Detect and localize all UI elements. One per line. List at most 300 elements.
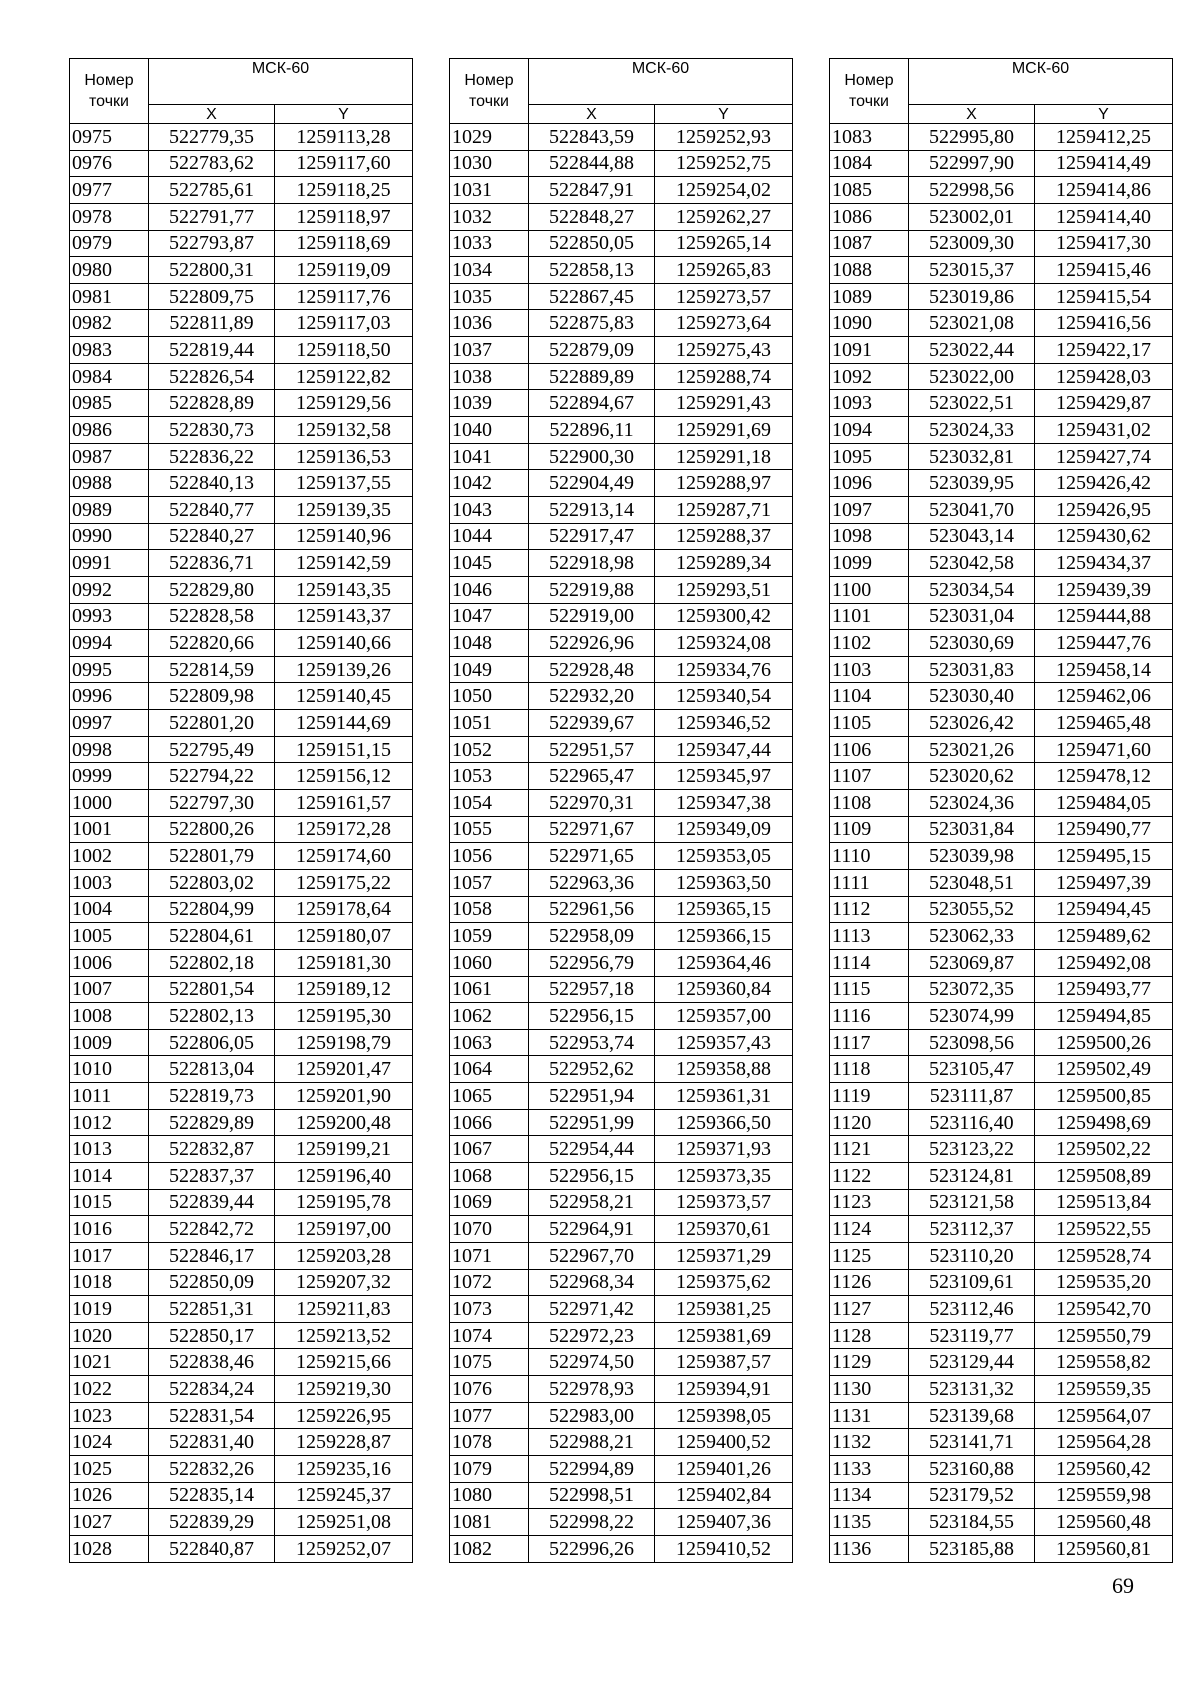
y-coordinate-cell: 1259513,84 [1035,1189,1173,1216]
table-row [450,790,793,817]
point-number-cell: 1053 [450,763,529,790]
x-coordinate-cell: 522835,14 [149,1482,275,1509]
y-coordinate-cell: 1259415,46 [1035,257,1173,284]
y-coordinate-cell: 1259201,47 [275,1056,413,1083]
point-number-cell: 1132 [830,1429,909,1456]
x-coordinate-cell: 523111,87 [909,1083,1035,1110]
x-coordinate-cell: 522964,91 [529,1216,655,1243]
table-row [830,417,1173,444]
table-row [830,230,1173,257]
coordinate-system-header: МСК-60 [909,59,1173,105]
x-coordinate-cell: 522953,74 [529,1029,655,1056]
y-coordinate-cell: 1259140,96 [275,523,413,550]
point-number-cell: 1044 [450,523,529,550]
x-coordinate-cell: 522801,79 [149,843,275,870]
point-number-cell: 0998 [70,736,149,763]
point-number-cell: 1069 [450,1189,529,1216]
x-coordinate-cell: 522836,22 [149,443,275,470]
table-row [450,1296,793,1323]
table-row [70,1029,413,1056]
y-coordinate-cell: 1259401,26 [655,1456,793,1483]
table-row [70,816,413,843]
x-coordinate-cell: 523043,14 [909,523,1035,550]
y-coordinate-cell: 1259357,43 [655,1029,793,1056]
point-number-cell: 1063 [450,1029,529,1056]
y-coordinate-cell: 1259508,89 [1035,1162,1173,1189]
point-number-cell: 1071 [450,1242,529,1269]
y-coordinate-cell: 1259181,30 [275,949,413,976]
x-coordinate-cell: 523098,56 [909,1029,1035,1056]
table-row [450,1402,793,1429]
x-coordinate-cell: 522956,15 [529,1003,655,1030]
table-row [450,443,793,470]
table-row [450,843,793,870]
table-row [70,683,413,710]
y-coordinate-cell: 1259293,51 [655,576,793,603]
y-coordinate-cell: 1259500,26 [1035,1029,1173,1056]
x-coordinate-cell: 523020,62 [909,763,1035,790]
x-coordinate-cell: 522819,73 [149,1083,275,1110]
point-number-cell: 1131 [830,1402,909,1429]
point-number-cell: 1103 [830,656,909,683]
x-coordinate-cell: 522896,11 [529,417,655,444]
point-number-cell: 1012 [70,1109,149,1136]
point-number-cell: 0980 [70,257,149,284]
y-coordinate-cell: 1259142,59 [275,550,413,577]
x-coordinate-cell: 522998,51 [529,1482,655,1509]
x-coordinate-cell: 522998,56 [909,177,1035,204]
point-number-cell: 1134 [830,1482,909,1509]
point-number-cell: 0997 [70,710,149,737]
table-row [830,763,1173,790]
table-row [70,1189,413,1216]
table-row [830,1189,1173,1216]
point-number-cell: 1111 [830,869,909,896]
y-coordinate-cell: 1259118,69 [275,230,413,257]
y-coordinate-cell: 1259564,07 [1035,1402,1173,1429]
point-number-cell: 1094 [830,417,909,444]
x-coordinate-cell: 522793,87 [149,230,275,257]
x-coordinate-cell: 522996,26 [529,1535,655,1562]
table-row [830,816,1173,843]
x-coordinate-cell: 522958,09 [529,923,655,950]
y-coordinate-cell: 1259495,15 [1035,843,1173,870]
x-coordinate-cell: 522900,30 [529,443,655,470]
x-coordinate-cell: 522829,89 [149,1109,275,1136]
point-number-cell: 1079 [450,1456,529,1483]
y-coordinate-cell: 1259560,42 [1035,1456,1173,1483]
y-coordinate-cell: 1259195,30 [275,1003,413,1030]
table-row [450,656,793,683]
point-number-cell: 1133 [830,1456,909,1483]
point-number-cell: 1068 [450,1162,529,1189]
y-coordinate-cell: 1259347,38 [655,790,793,817]
y-coordinate-cell: 1259200,48 [275,1109,413,1136]
table-row [70,124,413,151]
y-coordinate-cell: 1259478,12 [1035,763,1173,790]
table-row [70,1136,413,1163]
y-coordinate-cell: 1259118,50 [275,337,413,364]
table-row [450,1349,793,1376]
table-row [830,1349,1173,1376]
point-number-cell: 1061 [450,976,529,1003]
x-coordinate-cell: 523002,01 [909,203,1035,230]
y-coordinate-cell: 1259498,69 [1035,1109,1173,1136]
x-coordinate-cell: 522783,62 [149,150,275,177]
y-coordinate-cell: 1259197,00 [275,1216,413,1243]
y-coordinate-cell: 1259373,57 [655,1189,793,1216]
x-coordinate-cell: 522779,35 [149,124,275,151]
table-row [450,310,793,337]
x-coordinate-cell: 522804,99 [149,896,275,923]
table-row [450,363,793,390]
x-coordinate-cell: 522970,31 [529,790,655,817]
x-coordinate-cell: 522971,67 [529,816,655,843]
table-row [70,1349,413,1376]
y-coordinate-cell: 1259334,76 [655,656,793,683]
x-coordinate-cell: 523119,77 [909,1322,1035,1349]
table-row [450,124,793,151]
point-number-cell: 1081 [450,1509,529,1536]
point-number-cell: 1076 [450,1376,529,1403]
x-coordinate-cell: 522951,57 [529,736,655,763]
x-coordinate-cell: 522983,00 [529,1402,655,1429]
point-number-cell: 1054 [450,790,529,817]
table-row [450,683,793,710]
table-row [450,1136,793,1163]
x-coordinate-cell: 522956,79 [529,949,655,976]
x-coordinate-cell: 523039,98 [909,843,1035,870]
point-number-cell: 1126 [830,1269,909,1296]
point-number-cell: 1045 [450,550,529,577]
table-row [450,976,793,1003]
y-coordinate-cell: 1259494,45 [1035,896,1173,923]
x-coordinate-cell: 522961,56 [529,896,655,923]
table-row [830,630,1173,657]
point-number-cell: 0999 [70,763,149,790]
point-number-cell: 1057 [450,869,529,896]
point-number-cell: 1123 [830,1189,909,1216]
point-number-cell: 1004 [70,896,149,923]
y-coordinate-cell: 1259118,97 [275,203,413,230]
y-column-header: Y [275,105,413,124]
y-coordinate-cell: 1259426,95 [1035,496,1173,523]
y-coordinate-cell: 1259370,61 [655,1216,793,1243]
x-coordinate-cell: 523072,35 [909,976,1035,1003]
point-number-cell: 1007 [70,976,149,1003]
table-row [450,736,793,763]
point-number-cell: 1136 [830,1535,909,1562]
point-number-cell: 1011 [70,1083,149,1110]
x-coordinate-cell: 522954,44 [529,1136,655,1163]
table-row [70,603,413,630]
point-number-cell: 1113 [830,923,909,950]
x-coordinate-cell: 522800,26 [149,816,275,843]
x-coordinate-cell: 522830,73 [149,417,275,444]
x-coordinate-cell: 523009,30 [909,230,1035,257]
x-coordinate-cell: 522998,22 [529,1509,655,1536]
y-coordinate-cell: 1259156,12 [275,763,413,790]
y-coordinate-cell: 1259426,42 [1035,470,1173,497]
point-number-cell: 0985 [70,390,149,417]
x-coordinate-cell: 522826,54 [149,363,275,390]
y-coordinate-cell: 1259494,85 [1035,1003,1173,1030]
x-coordinate-cell: 522858,13 [529,257,655,284]
x-coordinate-cell: 523109,61 [909,1269,1035,1296]
x-coordinate-cell: 522836,71 [149,550,275,577]
table-row [450,1003,793,1030]
y-coordinate-cell: 1259360,84 [655,976,793,1003]
y-coordinate-cell: 1259447,76 [1035,630,1173,657]
table-row [830,1029,1173,1056]
point-number-cell: 1116 [830,1003,909,1030]
point-number-cell: 1122 [830,1162,909,1189]
point-number-cell: 0984 [70,363,149,390]
x-coordinate-cell: 522813,04 [149,1056,275,1083]
point-number-cell: 1046 [450,576,529,603]
coordinate-system-header: МСК-60 [149,59,413,105]
table-row [450,1056,793,1083]
point-number-cell: 1030 [450,150,529,177]
x-coordinate-cell: 522834,24 [149,1376,275,1403]
point-number-header: Номер точки [450,59,529,124]
y-coordinate-cell: 1259113,28 [275,124,413,151]
x-coordinate-cell: 523124,81 [909,1162,1035,1189]
y-coordinate-cell: 1259502,49 [1035,1056,1173,1083]
x-coordinate-cell: 523069,87 [909,949,1035,976]
x-coordinate-cell: 522820,66 [149,630,275,657]
y-coordinate-cell: 1259118,25 [275,177,413,204]
point-number-cell: 1114 [830,949,909,976]
table-row [70,1376,413,1403]
point-number-cell: 1060 [450,949,529,976]
point-number-cell: 1089 [830,283,909,310]
table-row [70,656,413,683]
x-coordinate-cell: 522997,90 [909,150,1035,177]
point-number-cell: 1049 [450,656,529,683]
y-coordinate-cell: 1259560,81 [1035,1535,1173,1562]
point-number-cell: 1125 [830,1242,909,1269]
point-number-cell: 1073 [450,1296,529,1323]
table-row [830,523,1173,550]
x-coordinate-cell: 522951,99 [529,1109,655,1136]
y-coordinate-cell: 1259211,83 [275,1296,413,1323]
x-coordinate-cell: 522804,61 [149,923,275,950]
table-row [450,1029,793,1056]
table-row [70,869,413,896]
point-number-cell: 1075 [450,1349,529,1376]
y-coordinate-cell: 1259252,93 [655,124,793,151]
y-coordinate-cell: 1259143,35 [275,576,413,603]
y-coordinate-cell: 1259198,79 [275,1029,413,1056]
point-number-cell: 1062 [450,1003,529,1030]
point-number-cell: 1100 [830,576,909,603]
point-number-cell: 1080 [450,1482,529,1509]
point-number-header: Номер точки [70,59,149,124]
y-coordinate-cell: 1259201,90 [275,1083,413,1110]
y-coordinate-cell: 1259364,46 [655,949,793,976]
table-row [70,790,413,817]
point-number-cell: 1108 [830,790,909,817]
y-coordinate-cell: 1259542,70 [1035,1296,1173,1323]
y-coordinate-cell: 1259358,88 [655,1056,793,1083]
point-number-cell: 1117 [830,1029,909,1056]
table-row [830,363,1173,390]
y-coordinate-cell: 1259262,27 [655,203,793,230]
x-coordinate-cell: 522894,67 [529,390,655,417]
x-coordinate-cell: 522809,75 [149,283,275,310]
point-number-cell: 1067 [450,1136,529,1163]
table-row [830,576,1173,603]
y-column-header: Y [655,105,793,124]
point-number-cell: 1083 [830,124,909,151]
x-coordinate-cell: 523030,40 [909,683,1035,710]
y-coordinate-cell: 1259375,62 [655,1269,793,1296]
y-coordinate-cell: 1259273,57 [655,283,793,310]
table-row [70,337,413,364]
y-coordinate-cell: 1259465,48 [1035,710,1173,737]
y-coordinate-cell: 1259444,88 [1035,603,1173,630]
table-row [450,230,793,257]
y-coordinate-cell: 1259490,77 [1035,816,1173,843]
table-row [830,337,1173,364]
table-row [70,1162,413,1189]
y-coordinate-cell: 1259151,15 [275,736,413,763]
table-row [70,896,413,923]
x-coordinate-cell: 522802,18 [149,949,275,976]
table-row [830,177,1173,204]
table-row [450,337,793,364]
y-coordinate-cell: 1259412,25 [1035,124,1173,151]
y-coordinate-cell: 1259484,05 [1035,790,1173,817]
point-number-cell: 1040 [450,417,529,444]
x-coordinate-cell: 522971,65 [529,843,655,870]
point-number-cell: 1129 [830,1349,909,1376]
table-row [70,1482,413,1509]
x-coordinate-cell: 523184,55 [909,1509,1035,1536]
y-coordinate-cell: 1259139,35 [275,496,413,523]
point-number-cell: 1021 [70,1349,149,1376]
table-row [450,1509,793,1536]
y-column-header: Y [1035,105,1173,124]
x-coordinate-cell: 522801,20 [149,710,275,737]
x-coordinate-cell: 523032,81 [909,443,1035,470]
y-coordinate-cell: 1259199,21 [275,1136,413,1163]
point-number-cell: 1074 [450,1322,529,1349]
x-coordinate-cell: 522832,87 [149,1136,275,1163]
table-row [70,1269,413,1296]
x-column-header: X [149,105,275,124]
x-coordinate-cell: 522806,05 [149,1029,275,1056]
x-coordinate-cell: 523041,70 [909,496,1035,523]
point-number-cell: 1105 [830,710,909,737]
point-number-cell: 1093 [830,390,909,417]
table-row [70,150,413,177]
table-row [830,124,1173,151]
point-number-cell: 1066 [450,1109,529,1136]
y-coordinate-cell: 1259137,55 [275,470,413,497]
table-row [450,1216,793,1243]
point-number-cell: 0979 [70,230,149,257]
y-coordinate-cell: 1259252,75 [655,150,793,177]
point-number-cell: 1096 [830,470,909,497]
point-number-cell: 1124 [830,1216,909,1243]
table-row [450,1083,793,1110]
x-coordinate-cell: 522785,61 [149,177,275,204]
table-row [450,1322,793,1349]
table-row [830,1376,1173,1403]
y-coordinate-cell: 1259402,84 [655,1482,793,1509]
x-coordinate-cell: 522971,42 [529,1296,655,1323]
table-row [830,736,1173,763]
point-number-cell: 1128 [830,1322,909,1349]
table-row [830,550,1173,577]
table-row [70,523,413,550]
point-number-cell: 1031 [450,177,529,204]
x-coordinate-cell: 523160,88 [909,1456,1035,1483]
table-row [70,710,413,737]
table-row [70,1109,413,1136]
table-row [70,630,413,657]
x-coordinate-cell: 522800,31 [149,257,275,284]
x-coordinate-cell: 522963,36 [529,869,655,896]
table-row [450,630,793,657]
table-row [450,1109,793,1136]
y-coordinate-cell: 1259287,71 [655,496,793,523]
point-number-cell: 1099 [830,550,909,577]
table-row [70,923,413,950]
x-coordinate-cell: 523112,37 [909,1216,1035,1243]
table-row [450,1456,793,1483]
table-row [70,203,413,230]
table-row [450,1162,793,1189]
point-number-cell: 1014 [70,1162,149,1189]
x-coordinate-cell: 522846,17 [149,1242,275,1269]
table-row [70,310,413,337]
table-row [830,976,1173,1003]
table-row [830,710,1173,737]
table-row [450,1535,793,1562]
x-coordinate-cell: 522848,27 [529,203,655,230]
point-number-cell: 1097 [830,496,909,523]
table-row [450,150,793,177]
point-number-cell: 1106 [830,736,909,763]
x-coordinate-cell: 522967,70 [529,1242,655,1269]
y-coordinate-cell: 1259458,14 [1035,656,1173,683]
y-coordinate-cell: 1259180,07 [275,923,413,950]
point-number-cell: 1023 [70,1402,149,1429]
point-number-cell: 1037 [450,337,529,364]
y-coordinate-cell: 1259143,37 [275,603,413,630]
x-coordinate-cell: 523039,95 [909,470,1035,497]
x-coordinate-cell: 522840,27 [149,523,275,550]
table-row [450,763,793,790]
point-number-cell: 0995 [70,656,149,683]
coordinates-table-1 [69,58,413,1563]
table-row [70,443,413,470]
x-coordinate-cell: 523055,52 [909,896,1035,923]
table-row [70,1322,413,1349]
table-row [450,949,793,976]
point-number-cell: 1019 [70,1296,149,1323]
x-coordinate-cell: 523179,52 [909,1482,1035,1509]
point-number-cell: 1033 [450,230,529,257]
table-row [830,1242,1173,1269]
y-coordinate-cell: 1259265,83 [655,257,793,284]
point-number-cell: 1017 [70,1242,149,1269]
x-coordinate-cell: 522795,49 [149,736,275,763]
point-number-cell: 0992 [70,576,149,603]
